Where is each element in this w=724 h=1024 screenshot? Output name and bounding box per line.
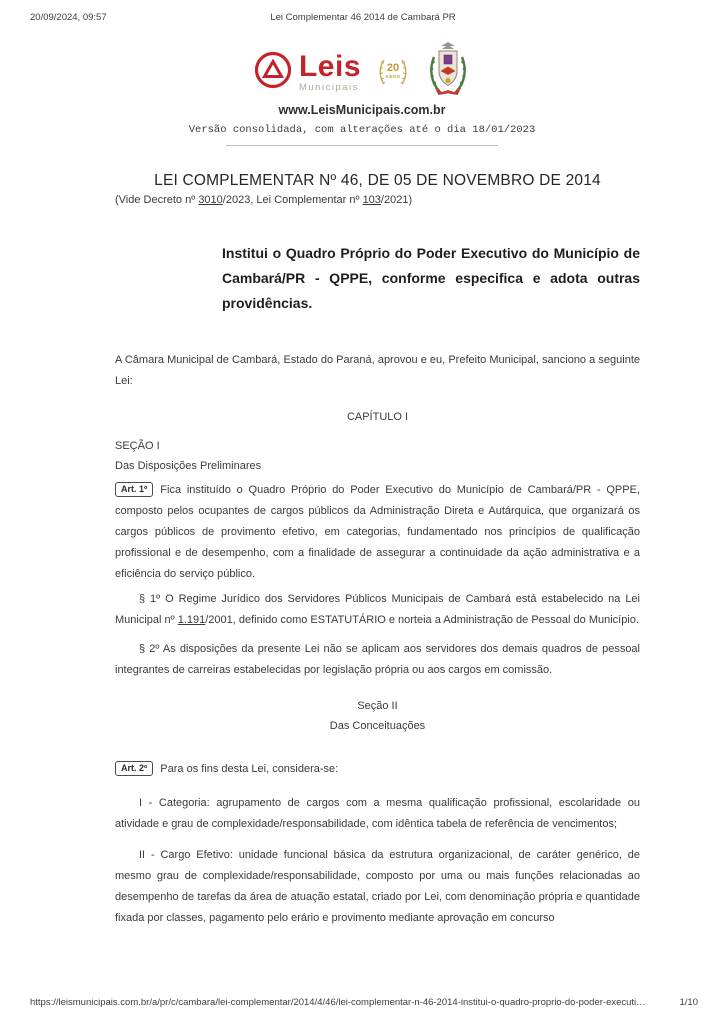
leis-municipais-logo bbox=[253, 50, 361, 95]
vide-suffix: /2021) bbox=[380, 194, 413, 206]
leis-logo-icon bbox=[253, 50, 293, 95]
article-1 bbox=[115, 480, 640, 585]
badge-years: 20 bbox=[386, 62, 400, 74]
chapter-1-heading: CAPÍTULO I bbox=[346, 411, 409, 423]
vide-middle: /2023, Lei Complementar nº bbox=[222, 194, 363, 206]
leis-logo-wordmark bbox=[298, 49, 362, 93]
article-2 bbox=[115, 759, 640, 780]
paragraph-1 bbox=[115, 589, 640, 631]
badge-label: ANOS bbox=[385, 74, 401, 79]
print-document-title: Lei Complementar 46 2014 de Cambará PR bbox=[270, 12, 456, 23]
header-divider bbox=[226, 145, 498, 146]
paragraph-1-text-before: § 1º O Regime Jurídico dos Servidores Públicos Municipais de Cambará está estabelecido na Lei Municipal nº bbox=[115, 593, 640, 626]
law-title: LEI COMPLEMENTAR Nº 46, DE 05 DE NOVEMBRO DE 2014 bbox=[154, 172, 601, 189]
law-content bbox=[0, 172, 724, 929]
section-1-title: SEÇÃO I bbox=[115, 440, 160, 452]
article-1-badge[interactable]: Art. 1º bbox=[115, 482, 153, 497]
article-2-text: Para os fins desta Lei, considera-se: bbox=[160, 763, 339, 775]
coat-of-arms-icon bbox=[425, 41, 471, 104]
consolidation-note: Versão consolidada, com alterações até o dia 18/01/2023 bbox=[188, 124, 536, 136]
lei-municipal-link[interactable]: 1.191 bbox=[177, 614, 206, 626]
logo-row bbox=[0, 46, 724, 98]
item-ii: II - Cargo Efetivo: unidade funcional básica da estrutura organizacional, de caráter genérico, de mesmo grau de complexidade/responsabilidade, composto por uma ou mais funções relacionadas ao desempenho de tarefas da área de atuação estatal, criado por Lei, com denominação própria e quantidade fixada por classes, pagamento pelo erário e provimento mediante aprovação em concurso bbox=[115, 849, 640, 924]
item-i: I - Categoria: agrupamento de cargos com a mesma qualificação profissional, escolaridade ou atividade e grau de complexidade/responsabilidade, com idêntica tabela de referência de vencimentos; bbox=[115, 797, 640, 830]
section-2-subtitle: Das Conceituações bbox=[329, 720, 426, 732]
vide-prefix: (Vide Decreto nº bbox=[115, 194, 199, 206]
paragraph-1-text-after: /2001, definido como ESTATUTÁRIO e norteia a Administração de Pessoal do Município. bbox=[205, 614, 639, 626]
print-footer bbox=[30, 997, 698, 1008]
page-indicator: 1/10 bbox=[679, 997, 698, 1008]
section-2-title: Seção II bbox=[357, 700, 398, 712]
section-1-heading bbox=[115, 436, 640, 476]
website-url: www.LeisMunicipais.com.br bbox=[278, 103, 446, 117]
vide-references bbox=[115, 190, 640, 211]
section-2-heading bbox=[115, 696, 640, 736]
law-preamble: A Câmara Municipal de Cambará, Estado do Paraná, aprovou e eu, Prefeito Municipal, sanciono a seguinte Lei: bbox=[115, 354, 640, 387]
section-1-subtitle: Das Disposições Preliminares bbox=[115, 460, 262, 472]
print-datetime: 20/09/2024, 09:57 bbox=[30, 12, 107, 23]
print-header bbox=[30, 12, 696, 26]
logo-word: Leis bbox=[298, 49, 362, 83]
law-ementa: Institui o Quadro Próprio do Poder Executivo do Município de Cambará/PR - QPPE, conforme especifica e adota outras providências. bbox=[222, 245, 640, 311]
article-1-text: Fica instituído o Quadro Próprio do Poder Executivo do Município de Cambará/PR - QPPE, composto pelos ocupantes de cargos públicos da Administração Direta e Autárquica, que organizará os cargos públicos de provimento efetivo, em categorias, fundamentado nos princípios de qualificação profissional e de desempenho, com a finalidade de assegurar a continuidade da ação administrativa e a eficiência do serviço público. bbox=[115, 484, 640, 580]
anniversary-badge bbox=[375, 55, 411, 89]
logo-subword: Municipais bbox=[298, 81, 359, 93]
source-url[interactable]: https://leismunicipais.com.br/a/pr/c/cambara/lei-complementar/2014/4/46/lei-complementar-n-46-2014-institui-o-quadro-proprio-do-poder-executi… bbox=[30, 997, 646, 1008]
vide-lei-complementar-link[interactable]: 103 bbox=[362, 194, 381, 206]
vide-decreto-link[interactable]: 3010 bbox=[198, 194, 223, 206]
paragraph-2: § 2º As disposições da presente Lei não se aplicam aos servidores dos demais quadros de pessoal integrantes de carreiras estabelecidas por legislação própria ou aos cargos em comissão. bbox=[115, 643, 640, 676]
article-2-badge[interactable]: Art. 2º bbox=[115, 761, 153, 776]
